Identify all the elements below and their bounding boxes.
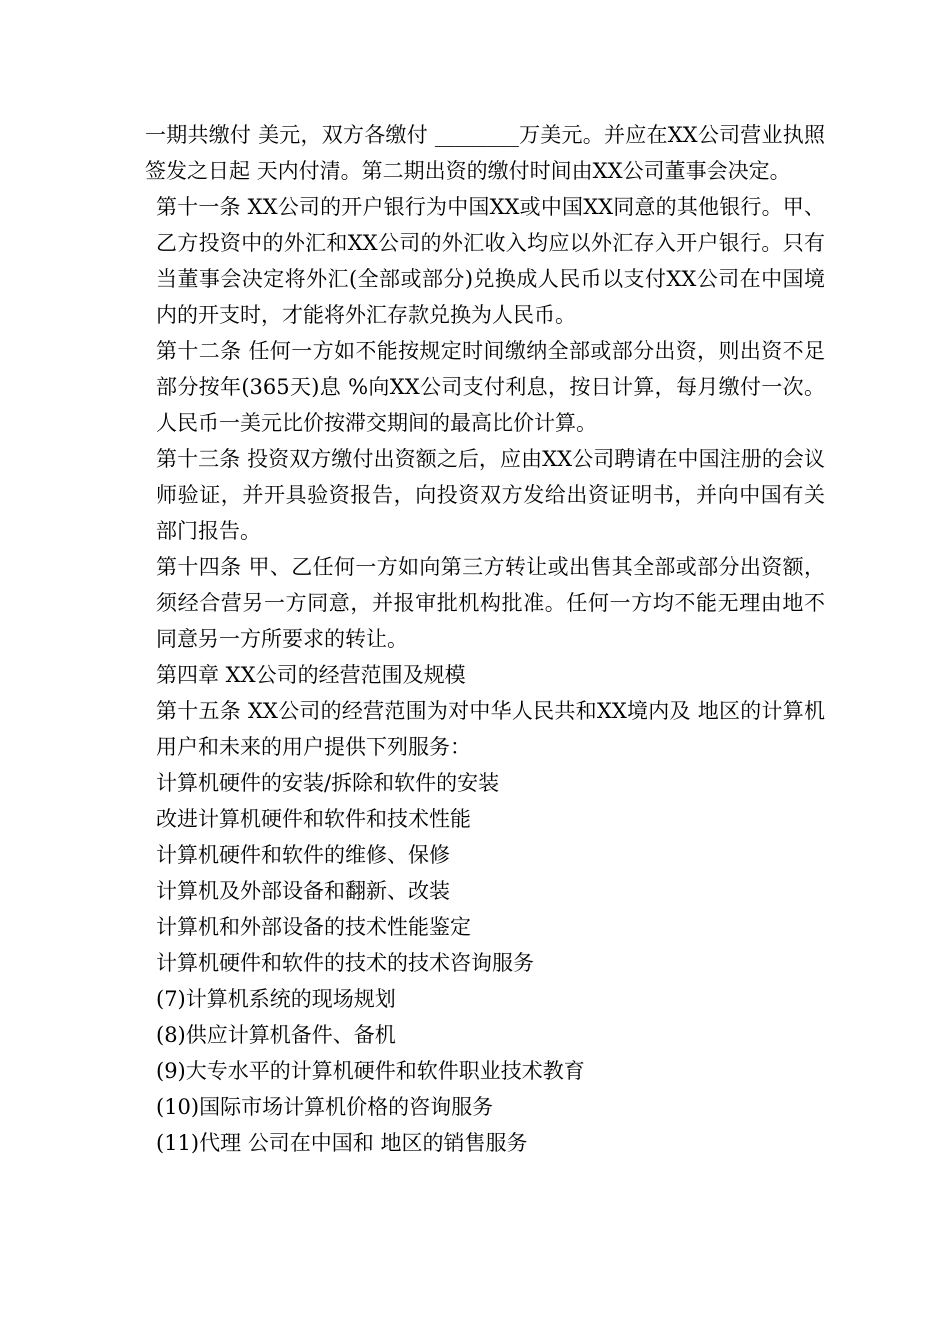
article-11: 第十一条 XX公司的开户银行为中国XX或中国XX同意的其他银行。甲、乙方投资中的外汇和XX公司的外汇收入均应以外汇存入开户银行。只有当董事会决定将外汇(全部或部分)兑换成人民币以支付XX公司在中国境内的开支时，才能将外汇存款兑换为人民币。	[156, 195, 825, 327]
document-body	[145, 117, 825, 1161]
article-12: 第十二条 任何一方如不能按规定时间缴纳全部或部分出资，则出资不足部分按年(365天)息 %向XX公司支付利息，按日计算，每月缴付一次。人民币一美元比价按滞交期间的最高比价计算。	[156, 339, 825, 435]
service-item: 改进计算机硬件和软件和技术性能	[156, 807, 471, 831]
article-14: 第十四条 甲、乙任何一方如向第三方转让或出售其全部或部分出资额，须经合营另一方同意，并报审批机构批准。任何一方均不能无理由地不同意另一方所要求的转让。	[156, 555, 825, 651]
service-list	[145, 765, 825, 1161]
service-item: 计算机硬件的安装/拆除和软件的安装	[156, 771, 500, 795]
paragraph-payment-continuation: 一期共缴付 美元，双方各缴付 ________万美元。并应在XX公司营业执照签发之日起 天内付清。第二期出资的缴付时间由XX公司董事会决定。	[145, 123, 825, 183]
service-item: (11)代理 公司在中国和 地区的销售服务	[156, 1131, 528, 1155]
service-item: 计算机硬件和软件的维修、保修	[156, 843, 450, 867]
service-item: (10)国际市场计算机价格的咨询服务	[156, 1095, 494, 1119]
service-item: (8)供应计算机备件、备机	[156, 1023, 396, 1047]
article-13: 第十三条 投资双方缴付出资额之后，应由XX公司聘请在中国注册的会议师验证，并开具验资报告，向投资双方发给出资证明书，并向中国有关部门报告。	[156, 447, 825, 543]
service-item: (9)大专水平的计算机硬件和软件职业技术教育	[156, 1059, 585, 1083]
service-item: 计算机硬件和软件的技术的技术咨询服务	[156, 951, 534, 975]
chapter-4-heading: 第四章 XX公司的经营范围及规模	[156, 663, 466, 687]
service-item: 计算机及外部设备和翻新、改装	[156, 879, 450, 903]
article-15: 第十五条 XX公司的经营范围为对中华人民共和XX境内及 地区的计算机用户和未来的用户提供下列服务：	[156, 699, 825, 759]
service-item: (7)计算机系统的现场规划	[156, 987, 396, 1011]
service-item: 计算机和外部设备的技术性能鉴定	[156, 915, 471, 939]
